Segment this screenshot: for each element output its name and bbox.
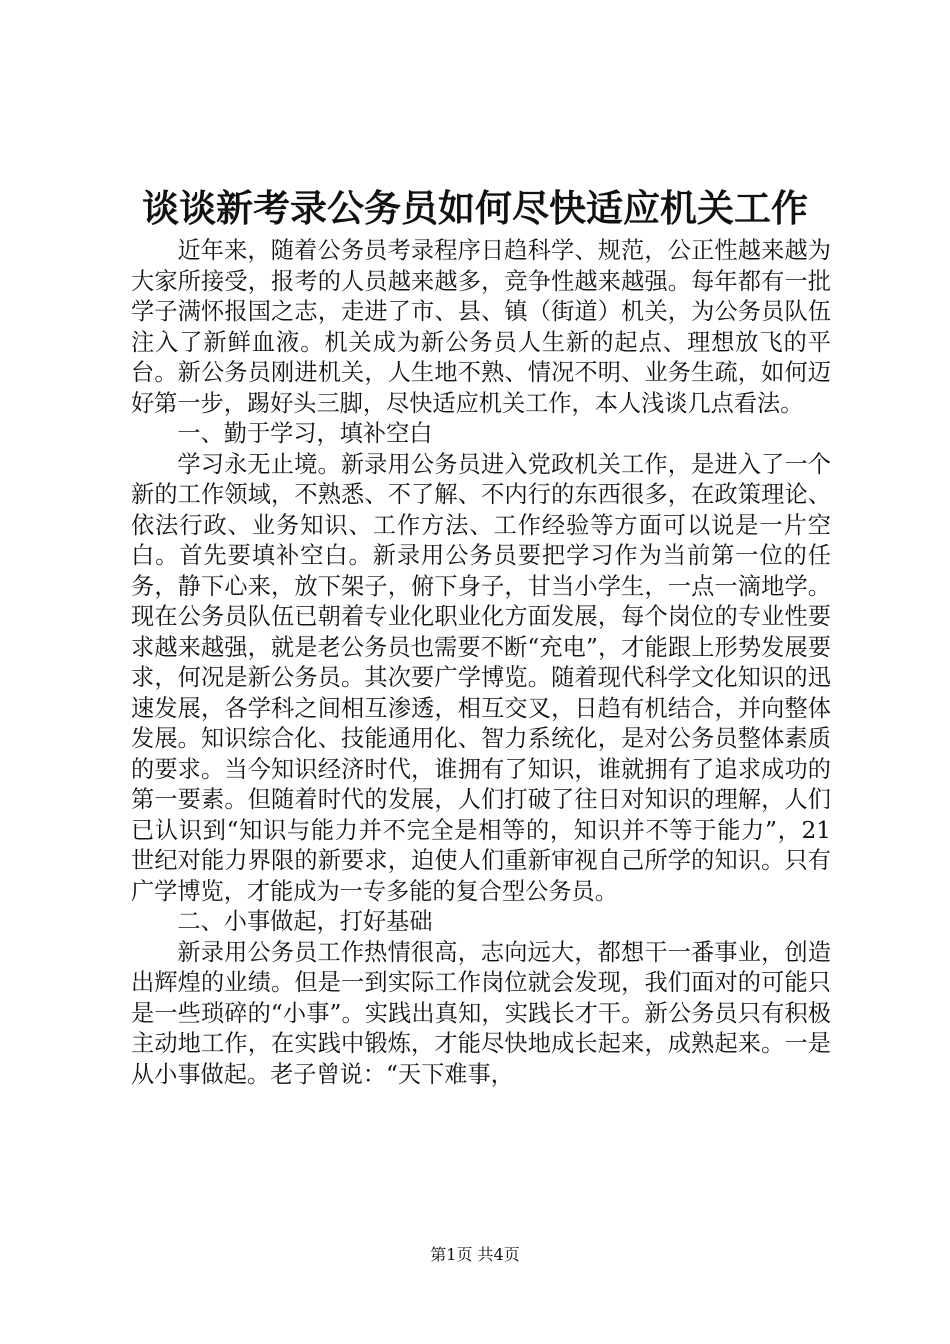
section-2-heading: 二、小事做起，打好基础: [177, 908, 433, 935]
document-body: [131, 236, 831, 1090]
page-footer: [0, 1244, 950, 1266]
page-number-label: 第1页 共4页: [430, 1245, 520, 1264]
document-title: 谈谈新考录公务员如何尽快适应机关工作: [142, 186, 808, 230]
section-2-paragraph: 新录用公务员工作热情很高，志向远大，都想干一番事业，创造出辉煌的业绩。但是一到实际工作岗位就会发现，我们面对的可能只是一些琐碎的“小事”。实践出真知，实践长才干。新公务员只有积极主动地工作，在实践中锻炼，才能尽快地成长起来，成熟起来。一是从小事做起。老子曾说：“天下难事，: [131, 938, 831, 1088]
section-1-paragraph: 学习永无止境。新录用公务员进入党政机关工作，是进入了一个新的工作领域，不熟悉、不了解、不内行的东西很多，在政策理论、依法行政、业务知识、工作方法、工作经验等方面可以说是一片空白。首先要填补空白。新录用公务员要把学习作为当前第一位的任务，静下心来，放下架子，俯下身子，甘当小学生，一点一滴地学。现在公务员队伍已朝着专业化职业化方面发展，每个岗位的专业性要求越来越强，就是老公务员也需要不断“充电”，才能跟上形势发展要求，何况是新公务员。其次要广学博览。随着现代科学文化知识的迅速发展，各学科之间相互渗透，相互交叉，日趋有机结合，并向整体发展。知识综合化、技能通用化、智力系统化，是对公务员整体素质的要求。当今知识经济时代，谁拥有了知识，谁就拥有了追求成功的第一要素。但随着时代的发展，人们打破了往日对知识的理解，人们已认识到“知识与能力并不完全是相等的，知识并不等于能力”，21世纪对能力界限的新要求，迫使人们重新审视自己所学的知识。只有广学博览，才能成为一专多能的复合型公务员。: [131, 450, 831, 905]
section-1-heading: 一、勤于学习，填补空白: [177, 420, 433, 447]
intro-paragraph: 近年来，随着公务员考录程序日趋科学、规范，公正性越来越为大家所接受，报考的人员越来越多，竞争性越来越强。每年都有一批学子满怀报国之志，走进了市、县、镇（街道）机关，为公务员队伍注入了新鲜血液。机关成为新公务员人生新的起点、理想放飞的平台。新公务员刚进机关，人生地不熟、情况不明、业务生疏，如何迈好第一步，踢好头三脚，尽快适应机关工作，本人浅谈几点看法。: [131, 237, 831, 417]
